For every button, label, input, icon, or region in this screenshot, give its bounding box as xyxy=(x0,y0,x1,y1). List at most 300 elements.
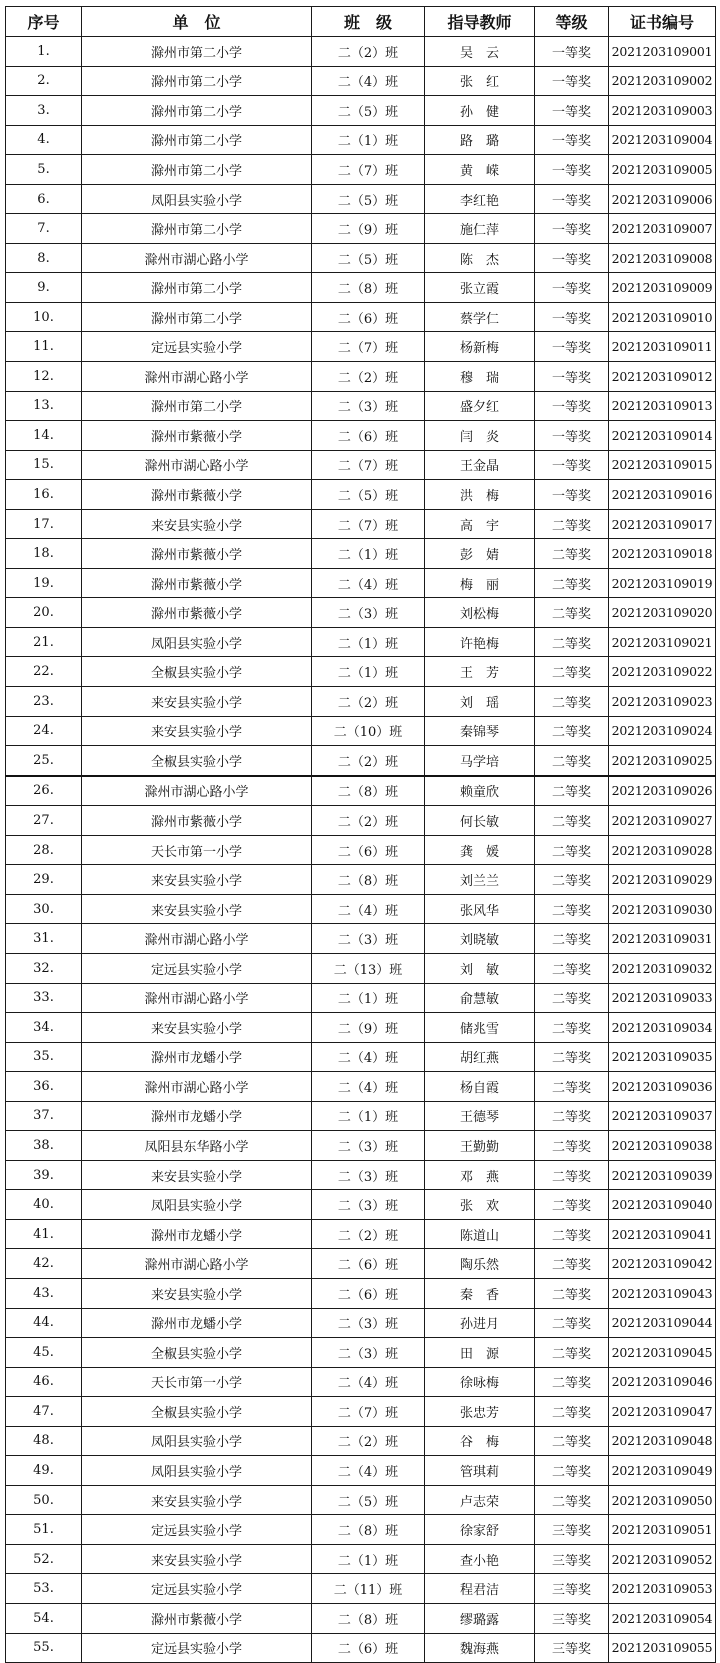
cell-cert: 2021203109004 xyxy=(609,125,716,155)
cell-class: 二（8）班 xyxy=(312,865,425,895)
table-row xyxy=(6,1574,716,1604)
cell-no: 41. xyxy=(6,1219,82,1249)
table-row xyxy=(6,184,716,214)
cell-no: 6. xyxy=(6,184,82,214)
cell-class: 二（4）班 xyxy=(312,894,425,924)
cell-cert: 2021203109027 xyxy=(609,806,716,836)
table-row xyxy=(6,450,716,480)
cell-level: 三等奖 xyxy=(535,1603,609,1633)
cell-no: 26. xyxy=(6,776,82,806)
cell-no: 45. xyxy=(6,1338,82,1368)
table-row xyxy=(6,362,716,392)
cell-class: 二（11）班 xyxy=(312,1574,425,1604)
cell-teacher: 刘晓敏 xyxy=(425,924,535,954)
cell-class: 二（3）班 xyxy=(312,1308,425,1338)
cell-cert: 2021203109005 xyxy=(609,155,716,185)
cell-teacher: 张 红 xyxy=(425,66,535,96)
cell-teacher: 蔡学仁 xyxy=(425,302,535,332)
cell-cert: 2021203109045 xyxy=(609,1338,716,1368)
cell-level: 一等奖 xyxy=(535,155,609,185)
cell-cert: 2021203109046 xyxy=(609,1367,716,1397)
cell-teacher: 邓 燕 xyxy=(425,1160,535,1190)
cell-cert: 2021203109038 xyxy=(609,1131,716,1161)
cell-cert: 2021203109047 xyxy=(609,1397,716,1427)
cell-level: 二等奖 xyxy=(535,1190,609,1220)
cell-teacher: 施仁萍 xyxy=(425,214,535,244)
cell-level: 一等奖 xyxy=(535,66,609,96)
cell-level: 二等奖 xyxy=(535,806,609,836)
cell-class: 二（6）班 xyxy=(312,1278,425,1308)
cell-level: 三等奖 xyxy=(535,1544,609,1574)
table-row xyxy=(6,243,716,273)
cell-class: 二（5）班 xyxy=(312,184,425,214)
cell-level: 一等奖 xyxy=(535,184,609,214)
cell-class: 二（3）班 xyxy=(312,1338,425,1368)
cell-level: 一等奖 xyxy=(535,273,609,303)
cell-class: 二（6）班 xyxy=(312,1249,425,1279)
cell-class: 二（5）班 xyxy=(312,96,425,126)
cell-level: 二等奖 xyxy=(535,1042,609,1072)
table-row xyxy=(6,687,716,717)
cell-unit: 滁州市紫薇小学 xyxy=(82,1603,312,1633)
cell-cert: 2021203109043 xyxy=(609,1278,716,1308)
cell-no: 31. xyxy=(6,924,82,954)
cell-unit: 全椒县实验小学 xyxy=(82,746,312,776)
cell-no: 1. xyxy=(6,37,82,67)
cell-teacher: 查小艳 xyxy=(425,1544,535,1574)
cell-no: 5. xyxy=(6,155,82,185)
table-row xyxy=(6,509,716,539)
cell-class: 二（9）班 xyxy=(312,214,425,244)
cell-no: 27. xyxy=(6,806,82,836)
cell-cert: 2021203109055 xyxy=(609,1633,716,1663)
cell-unit: 滁州市紫薇小学 xyxy=(82,539,312,569)
cell-class: 二（3）班 xyxy=(312,1160,425,1190)
cell-level: 二等奖 xyxy=(535,716,609,746)
cell-no: 3. xyxy=(6,96,82,126)
cell-unit: 来安县实验小学 xyxy=(82,894,312,924)
cell-class: 二（6）班 xyxy=(312,302,425,332)
table-row xyxy=(6,125,716,155)
table-row xyxy=(6,539,716,569)
cell-class: 二（5）班 xyxy=(312,1485,425,1515)
cell-class: 二（1）班 xyxy=(312,1101,425,1131)
cell-teacher: 魏海燕 xyxy=(425,1633,535,1663)
cell-teacher: 刘兰兰 xyxy=(425,865,535,895)
table-row xyxy=(6,1603,716,1633)
table-row xyxy=(6,1101,716,1131)
cell-class: 二（9）班 xyxy=(312,1013,425,1043)
cell-no: 50. xyxy=(6,1485,82,1515)
cell-unit: 凤阳县实验小学 xyxy=(82,1190,312,1220)
header-teacher: 指导教师 xyxy=(425,7,535,37)
cell-no: 21. xyxy=(6,627,82,657)
cell-unit: 滁州市第二小学 xyxy=(82,273,312,303)
header-level: 等级 xyxy=(535,7,609,37)
table-row xyxy=(6,66,716,96)
cell-class: 二（2）班 xyxy=(312,37,425,67)
cell-no: 7. xyxy=(6,214,82,244)
cell-level: 二等奖 xyxy=(535,1249,609,1279)
cell-class: 二（10）班 xyxy=(312,716,425,746)
cell-level: 二等奖 xyxy=(535,1426,609,1456)
cell-class: 二（7）班 xyxy=(312,450,425,480)
cell-no: 23. xyxy=(6,687,82,717)
cell-no: 44. xyxy=(6,1308,82,1338)
cell-no: 12. xyxy=(6,362,82,392)
cell-level: 二等奖 xyxy=(535,509,609,539)
cell-no: 28. xyxy=(6,835,82,865)
table-row xyxy=(6,924,716,954)
cell-teacher: 陈道山 xyxy=(425,1219,535,1249)
cell-cert: 2021203109019 xyxy=(609,568,716,598)
table-row xyxy=(6,746,716,776)
header-row xyxy=(6,7,716,37)
cell-unit: 滁州市湖心路小学 xyxy=(82,776,312,806)
cell-unit: 滁州市第二小学 xyxy=(82,66,312,96)
cell-no: 55. xyxy=(6,1633,82,1663)
cell-class: 二（8）班 xyxy=(312,776,425,806)
cell-unit: 定远县实验小学 xyxy=(82,1574,312,1604)
table-row xyxy=(6,1397,716,1427)
cell-unit: 来安县实验小学 xyxy=(82,716,312,746)
cell-cert: 2021203109030 xyxy=(609,894,716,924)
cell-class: 二（8）班 xyxy=(312,273,425,303)
cell-no: 2. xyxy=(6,66,82,96)
cell-unit: 滁州市第二小学 xyxy=(82,37,312,67)
cell-teacher: 刘 敏 xyxy=(425,953,535,983)
cell-teacher: 胡红燕 xyxy=(425,1042,535,1072)
cell-cert: 2021203109021 xyxy=(609,627,716,657)
cell-unit: 滁州市第二小学 xyxy=(82,96,312,126)
cell-teacher: 王 芳 xyxy=(425,657,535,687)
cell-level: 一等奖 xyxy=(535,214,609,244)
table-row xyxy=(6,806,716,836)
cell-teacher: 高 宇 xyxy=(425,509,535,539)
table-row xyxy=(6,1072,716,1102)
cell-class: 二（4）班 xyxy=(312,1456,425,1486)
cell-class: 二（1）班 xyxy=(312,539,425,569)
cell-teacher: 何长敏 xyxy=(425,806,535,836)
cell-teacher: 孙进月 xyxy=(425,1308,535,1338)
table-row xyxy=(6,214,716,244)
cell-unit: 凤阳县东华路小学 xyxy=(82,1131,312,1161)
table-row xyxy=(6,1515,716,1545)
cell-cert: 2021203109022 xyxy=(609,657,716,687)
cell-unit: 来安县实验小学 xyxy=(82,1160,312,1190)
table-row xyxy=(6,273,716,303)
cell-teacher: 张风华 xyxy=(425,894,535,924)
table-row xyxy=(6,1042,716,1072)
cell-class: 二（13）班 xyxy=(312,953,425,983)
cell-level: 二等奖 xyxy=(535,568,609,598)
cell-level: 二等奖 xyxy=(535,776,609,806)
cell-level: 二等奖 xyxy=(535,1456,609,1486)
cell-no: 49. xyxy=(6,1456,82,1486)
cell-class: 二（4）班 xyxy=(312,66,425,96)
cell-level: 一等奖 xyxy=(535,391,609,421)
cell-unit: 来安县实验小学 xyxy=(82,1485,312,1515)
cell-teacher: 张立霞 xyxy=(425,273,535,303)
cell-level: 一等奖 xyxy=(535,37,609,67)
cell-level: 二等奖 xyxy=(535,1101,609,1131)
cell-cert: 2021203109009 xyxy=(609,273,716,303)
cell-unit: 天长市第一小学 xyxy=(82,1367,312,1397)
table-row xyxy=(6,1308,716,1338)
cell-teacher: 马学培 xyxy=(425,746,535,776)
cell-level: 二等奖 xyxy=(535,539,609,569)
cell-unit: 滁州市第二小学 xyxy=(82,391,312,421)
table-row xyxy=(6,598,716,628)
table-row xyxy=(6,1367,716,1397)
cell-level: 二等奖 xyxy=(535,983,609,1013)
cell-cert: 2021203109053 xyxy=(609,1574,716,1604)
cell-cert: 2021203109025 xyxy=(609,746,716,776)
cell-no: 38. xyxy=(6,1131,82,1161)
cell-level: 二等奖 xyxy=(535,746,609,776)
cell-level: 二等奖 xyxy=(535,1485,609,1515)
table-row xyxy=(6,1338,716,1368)
cell-unit: 来安县实验小学 xyxy=(82,1544,312,1574)
cell-no: 42. xyxy=(6,1249,82,1279)
table-row xyxy=(6,37,716,67)
cell-cert: 2021203109044 xyxy=(609,1308,716,1338)
cell-teacher: 缪璐露 xyxy=(425,1603,535,1633)
cell-cert: 2021203109029 xyxy=(609,865,716,895)
cell-cert: 2021203109035 xyxy=(609,1042,716,1072)
cell-class: 二（1）班 xyxy=(312,1544,425,1574)
cell-level: 二等奖 xyxy=(535,865,609,895)
cell-unit: 滁州市龙蟠小学 xyxy=(82,1042,312,1072)
cell-class: 二（1）班 xyxy=(312,983,425,1013)
cell-class: 二（2）班 xyxy=(312,806,425,836)
cell-cert: 2021203109007 xyxy=(609,214,716,244)
cell-no: 40. xyxy=(6,1190,82,1220)
cell-cert: 2021203109011 xyxy=(609,332,716,362)
table-row xyxy=(6,1190,716,1220)
header-unit: 单 位 xyxy=(82,7,312,37)
cell-no: 54. xyxy=(6,1603,82,1633)
cell-cert: 2021203109049 xyxy=(609,1456,716,1486)
cell-level: 一等奖 xyxy=(535,480,609,510)
cell-level: 二等奖 xyxy=(535,1308,609,1338)
cell-level: 二等奖 xyxy=(535,1219,609,1249)
table-row xyxy=(6,332,716,362)
cell-unit: 滁州市湖心路小学 xyxy=(82,924,312,954)
cell-teacher: 王金晶 xyxy=(425,450,535,480)
cell-unit: 滁州市第二小学 xyxy=(82,155,312,185)
cell-unit: 滁州市湖心路小学 xyxy=(82,362,312,392)
cell-teacher: 杨自霞 xyxy=(425,1072,535,1102)
cell-no: 33. xyxy=(6,983,82,1013)
cell-unit: 滁州市龙蟠小学 xyxy=(82,1308,312,1338)
cell-no: 18. xyxy=(6,539,82,569)
cell-class: 二（3）班 xyxy=(312,1190,425,1220)
cell-unit: 滁州市湖心路小学 xyxy=(82,983,312,1013)
cell-no: 39. xyxy=(6,1160,82,1190)
table-row xyxy=(6,865,716,895)
cell-class: 二（6）班 xyxy=(312,421,425,451)
cell-unit: 滁州市湖心路小学 xyxy=(82,1249,312,1279)
cell-unit: 定远县实验小学 xyxy=(82,1633,312,1663)
cell-class: 二（5）班 xyxy=(312,480,425,510)
cell-teacher: 盛夕红 xyxy=(425,391,535,421)
cell-teacher: 陶乐然 xyxy=(425,1249,535,1279)
table-row xyxy=(6,1485,716,1515)
cell-no: 43. xyxy=(6,1278,82,1308)
cell-level: 二等奖 xyxy=(535,835,609,865)
cell-teacher: 储兆雪 xyxy=(425,1013,535,1043)
cell-no: 52. xyxy=(6,1544,82,1574)
cell-cert: 2021203109016 xyxy=(609,480,716,510)
cell-unit: 滁州市紫薇小学 xyxy=(82,806,312,836)
cell-no: 11. xyxy=(6,332,82,362)
cell-no: 53. xyxy=(6,1574,82,1604)
cell-class: 二（2）班 xyxy=(312,1426,425,1456)
cell-teacher: 俞慧敏 xyxy=(425,983,535,1013)
cell-cert: 2021203109020 xyxy=(609,598,716,628)
cell-unit: 滁州市龙蟠小学 xyxy=(82,1219,312,1249)
cell-unit: 凤阳县实验小学 xyxy=(82,184,312,214)
cell-teacher: 孙 健 xyxy=(425,96,535,126)
cell-no: 48. xyxy=(6,1426,82,1456)
cell-unit: 凤阳县实验小学 xyxy=(82,1426,312,1456)
cell-teacher: 赖童欣 xyxy=(425,776,535,806)
cell-cert: 2021203109024 xyxy=(609,716,716,746)
cell-unit: 来安县实验小学 xyxy=(82,687,312,717)
cell-level: 二等奖 xyxy=(535,1278,609,1308)
cell-cert: 2021203109040 xyxy=(609,1190,716,1220)
cell-no: 14. xyxy=(6,421,82,451)
cell-class: 二（2）班 xyxy=(312,1219,425,1249)
cell-teacher: 梅 丽 xyxy=(425,568,535,598)
cell-no: 4. xyxy=(6,125,82,155)
cell-unit: 全椒县实验小学 xyxy=(82,1397,312,1427)
cell-cert: 2021203109050 xyxy=(609,1485,716,1515)
cell-teacher: 张 欢 xyxy=(425,1190,535,1220)
table-row xyxy=(6,1426,716,1456)
cell-level: 二等奖 xyxy=(535,1397,609,1427)
cell-cert: 2021203109002 xyxy=(609,66,716,96)
cell-cert: 2021203109028 xyxy=(609,835,716,865)
cell-no: 9. xyxy=(6,273,82,303)
cell-cert: 2021203109054 xyxy=(609,1603,716,1633)
table-row xyxy=(6,894,716,924)
table-row xyxy=(6,480,716,510)
cell-unit: 全椒县实验小学 xyxy=(82,1338,312,1368)
cell-unit: 滁州市第二小学 xyxy=(82,214,312,244)
cell-no: 13. xyxy=(6,391,82,421)
cell-unit: 凤阳县实验小学 xyxy=(82,1456,312,1486)
cell-class: 二（4）班 xyxy=(312,568,425,598)
cell-class: 二（6）班 xyxy=(312,1633,425,1663)
cell-level: 二等奖 xyxy=(535,1013,609,1043)
cell-no: 46. xyxy=(6,1367,82,1397)
cell-no: 17. xyxy=(6,509,82,539)
cell-class: 二（2）班 xyxy=(312,746,425,776)
cell-teacher: 刘 瑶 xyxy=(425,687,535,717)
table-row xyxy=(6,1160,716,1190)
table-row xyxy=(6,627,716,657)
table-body xyxy=(6,37,716,1663)
cell-class: 二（7）班 xyxy=(312,332,425,362)
table-row xyxy=(6,1219,716,1249)
cell-teacher: 田 源 xyxy=(425,1338,535,1368)
cell-teacher: 徐家舒 xyxy=(425,1515,535,1545)
cell-cert: 2021203109015 xyxy=(609,450,716,480)
cell-no: 22. xyxy=(6,657,82,687)
table-row xyxy=(6,776,716,806)
cell-cert: 2021203109001 xyxy=(609,37,716,67)
cell-teacher: 王德琴 xyxy=(425,1101,535,1131)
cell-unit: 滁州市紫薇小学 xyxy=(82,568,312,598)
cell-no: 15. xyxy=(6,450,82,480)
cell-cert: 2021203109051 xyxy=(609,1515,716,1545)
cell-teacher: 管琪莉 xyxy=(425,1456,535,1486)
cell-no: 30. xyxy=(6,894,82,924)
cell-cert: 2021203109014 xyxy=(609,421,716,451)
cell-teacher: 程君洁 xyxy=(425,1574,535,1604)
cell-no: 19. xyxy=(6,568,82,598)
cell-cert: 2021203109033 xyxy=(609,983,716,1013)
cell-cert: 2021203109031 xyxy=(609,924,716,954)
cell-no: 29. xyxy=(6,865,82,895)
cell-cert: 2021203109006 xyxy=(609,184,716,214)
table-row xyxy=(6,983,716,1013)
table-row xyxy=(6,421,716,451)
cell-level: 一等奖 xyxy=(535,450,609,480)
cell-cert: 2021203109034 xyxy=(609,1013,716,1043)
cell-unit: 定远县实验小学 xyxy=(82,953,312,983)
cell-unit: 来安县实验小学 xyxy=(82,509,312,539)
cell-teacher: 李红艳 xyxy=(425,184,535,214)
cell-level: 三等奖 xyxy=(535,1574,609,1604)
cell-class: 二（7）班 xyxy=(312,1397,425,1427)
cell-level: 一等奖 xyxy=(535,332,609,362)
cell-teacher: 吴 云 xyxy=(425,37,535,67)
cell-unit: 滁州市湖心路小学 xyxy=(82,1072,312,1102)
table-row xyxy=(6,716,716,746)
cell-unit: 凤阳县实验小学 xyxy=(82,627,312,657)
cell-cert: 2021203109017 xyxy=(609,509,716,539)
cell-class: 二（3）班 xyxy=(312,391,425,421)
cell-unit: 定远县实验小学 xyxy=(82,1515,312,1545)
header-no: 序号 xyxy=(6,7,82,37)
table-row xyxy=(6,1278,716,1308)
cell-teacher: 闫 炎 xyxy=(425,421,535,451)
cell-class: 二（8）班 xyxy=(312,1603,425,1633)
cell-teacher: 许艳梅 xyxy=(425,627,535,657)
cell-cert: 2021203109042 xyxy=(609,1249,716,1279)
cell-teacher: 杨新梅 xyxy=(425,332,535,362)
cell-unit: 全椒县实验小学 xyxy=(82,657,312,687)
cell-level: 二等奖 xyxy=(535,1338,609,1368)
cell-level: 二等奖 xyxy=(535,953,609,983)
cell-level: 二等奖 xyxy=(535,1367,609,1397)
cell-no: 51. xyxy=(6,1515,82,1545)
table-row xyxy=(6,835,716,865)
cell-no: 24. xyxy=(6,716,82,746)
cell-teacher: 卢志荣 xyxy=(425,1485,535,1515)
cell-cert: 2021203109026 xyxy=(609,776,716,806)
cell-teacher: 路 璐 xyxy=(425,125,535,155)
cell-no: 34. xyxy=(6,1013,82,1043)
cell-class: 二（6）班 xyxy=(312,835,425,865)
cell-unit: 天长市第一小学 xyxy=(82,835,312,865)
cell-unit: 滁州市紫薇小学 xyxy=(82,480,312,510)
cell-class: 二（1）班 xyxy=(312,657,425,687)
cell-teacher: 秦锦琴 xyxy=(425,716,535,746)
